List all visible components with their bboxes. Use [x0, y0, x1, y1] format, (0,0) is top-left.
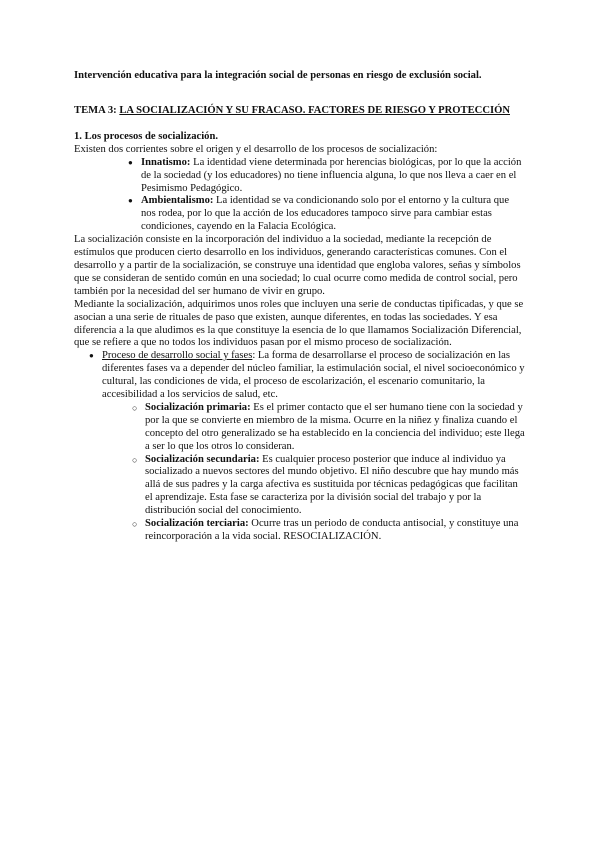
list-item-text: La identidad viene determinada por herencias biológicas, por lo que la acción de la sociedad (y los educadores) no tiene influencia alguna, lo que nos lleva a caer en el Pesimismo Pedagógico. [141, 156, 522, 194]
paragraph: La socialización consiste en la incorporación del individuo a la sociedad, mediante la recepción de estímulos que producen cierto desarrollo en los individuos, generando características comunes. Con el desarrollo y a partir de la socialización, se construye una identidad que engloba valores, señas y símbolos que se consideran de sentido común en una sociedad; lo cual ocurre como medida de control social, pero también por la necesidad del ser humano de vivir en grupo. [74, 234, 521, 297]
process-list [74, 350, 526, 544]
list-item-term: Socialización secundaria: [145, 453, 260, 465]
list-item [141, 157, 526, 196]
list-item-term: Proceso de desarrollo social y fases [102, 350, 253, 362]
list-item-text: Es el primer contacto que el ser humano tiene con la sociedad y por la que se convierte en miembro de la misma. Ocurre en la niñez y finaliza cuando el concepto del otro generalizado se ha establecido en la conciencia del individuo; este llega a ser lo que los otros lo consideran. [145, 401, 525, 452]
list-item-text: Ocurre tras un periodo de conducta antisocial, y constituye una reincorporación a la vida social. RESOCIALIZACIÓN. [145, 518, 519, 542]
document-title: Intervención educativa para la integración social de personas en riesgo de exclusión social. [74, 70, 482, 81]
list-item-term: Socialización terciaria: [145, 518, 249, 530]
list-item-term: Innatismo: [141, 156, 191, 168]
phases-list [102, 402, 526, 544]
list-item [145, 402, 526, 454]
currents-list [74, 157, 526, 234]
topic-title: LA SOCIALIZACIÓN Y SU FRACASO. FACTORES DE RIESGO Y PROTECCIÓN [119, 104, 510, 116]
list-item-text: La identidad se va condicionando solo por el entorno y la cultura que nos rodea, por lo que la acción de los educadores tampoco sirve para cambiar estas condiciones, cayendo en la Falacia Ecológica. [141, 195, 510, 233]
document-body [74, 70, 526, 544]
list-item [141, 195, 526, 234]
topic-prefix: TEMA 3: [74, 104, 120, 116]
list-item-text: Es cualquier proceso posterior que induce al individuo ya socializado a nuevos sectores del mundo objetivo. El niño descubre que hay mundo más allá de sus padres y la carga afectiva es sustituida por técnicas pedagógicas que facilitan el aprendizaje. Esta fase se caracteriza por la división social del trabajo y por la distribución social del conocimiento. [145, 453, 519, 517]
list-item [102, 350, 526, 544]
intro-paragraph: Existen dos corrientes sobre el origen y el desarrollo de los procesos de socialización: [74, 143, 438, 155]
topic-heading [74, 105, 526, 117]
list-item [145, 454, 526, 519]
list-item-text: : La forma de desarrollarse el proceso de socialización en las diferentes fases va a depender del núcleo familiar, la estimulación social, el nivel socioeconómico y cultural, las condiciones de vida, el proceso de escolarización, el escenario comunitario, la accesibilidad a los servicios de salud, etc. [102, 350, 525, 401]
section-heading: 1. Los procesos de socialización. [74, 130, 218, 142]
list-item-term: Socialización primaria: [145, 401, 251, 413]
paragraph: Mediante la socialización, adquirimos unos roles que incluyen una serie de conductas tipificadas, y que se asocian a una serie de rituales de paso que existen, aunque diferentes, en todas las sociedades. Y esa diferencia a la que aludimos es la que constituye la esencia de lo que llamamos Socialización Diferencial, que se refiere a que no todos los individuos pasan por el mismo proceso de socialización. [74, 298, 524, 349]
list-item-term: Ambientalismo: [141, 195, 214, 207]
list-item [145, 518, 526, 544]
